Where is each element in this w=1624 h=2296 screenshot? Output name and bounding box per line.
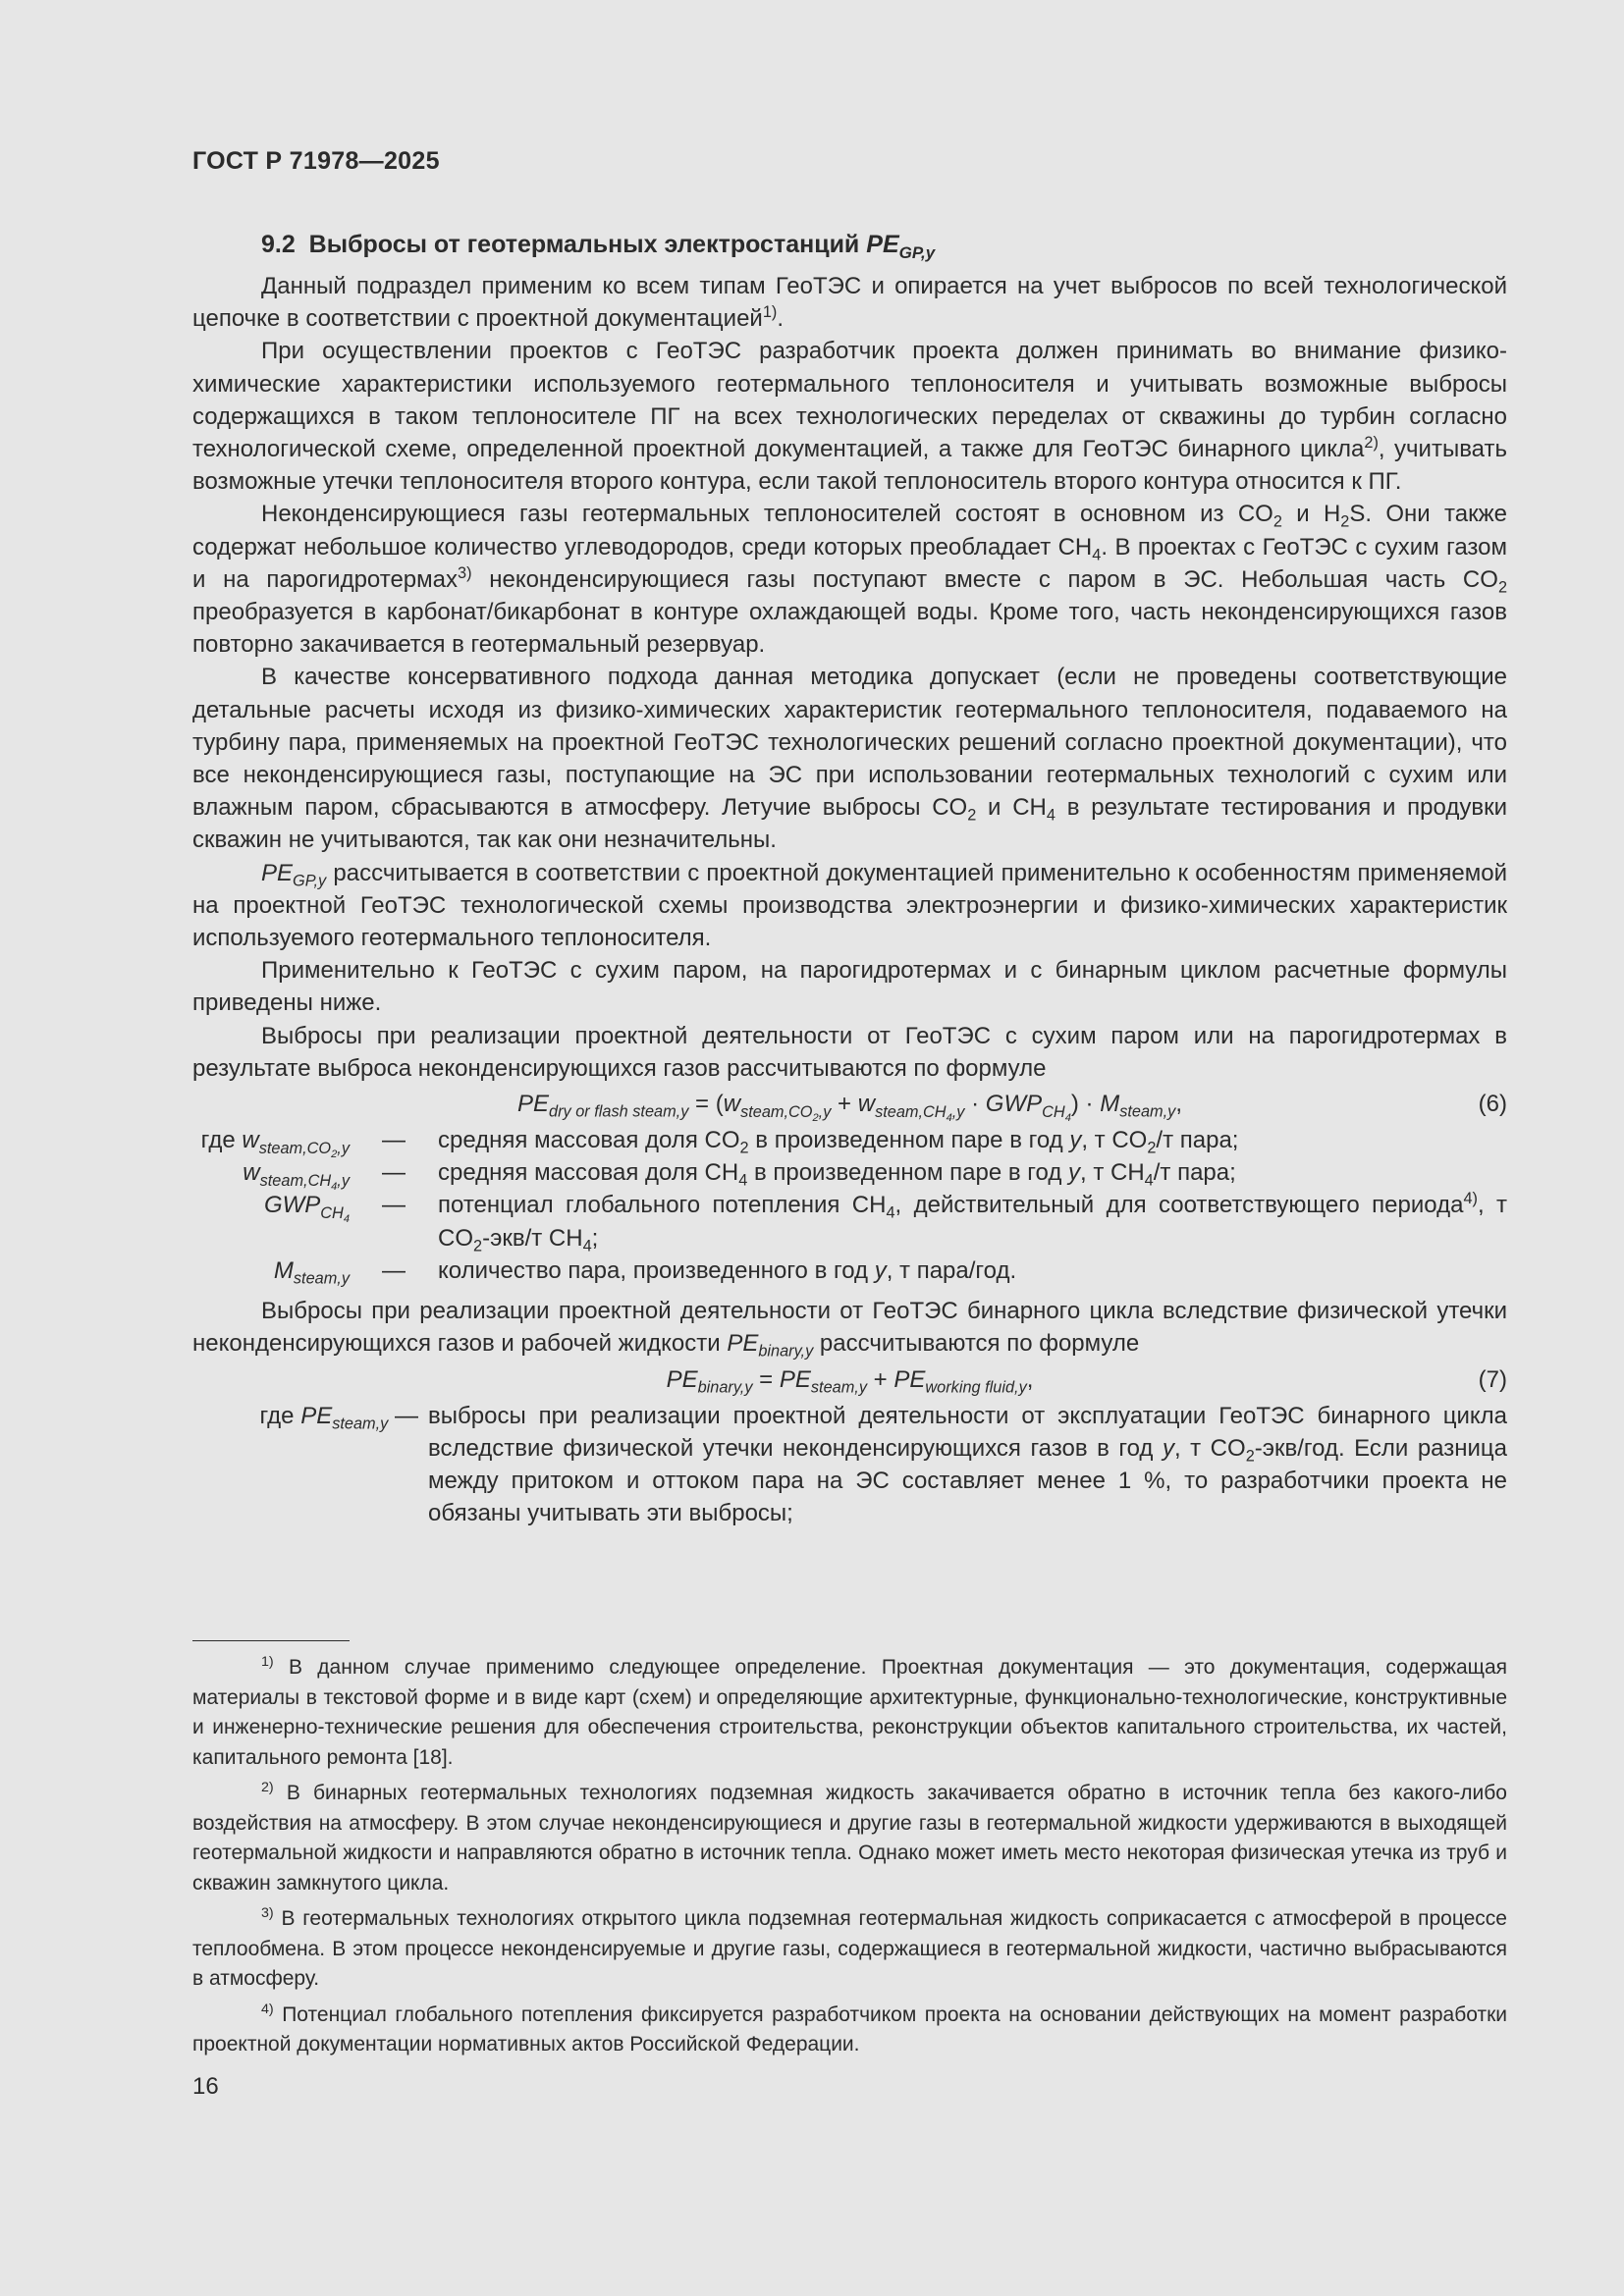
definition-row: $M_{steam,y}$ — количество пара, произведенного в год y, т пара/год. bbox=[273, 1256, 1017, 1288]
footnotes bbox=[192, 1653, 1507, 2066]
paragraph-8: Выбросы при реализации проектной деятельности от ГеоТЭС бинарного цикла вследствие физической утечки неконденсирующихся газов и рабочей жидкости $PE_{binary,y}$ рассчитываются по формуле bbox=[192, 1298, 1507, 1361]
section-title: Выбросы от геотермальных электростанций bbox=[308, 231, 860, 258]
definition-row: где $w_{steam,CO_2,y}$ — средняя массовая доля $CO_2$ в произведенном паре в год y, т $CO_2/т$ пара; bbox=[200, 1127, 1239, 1160]
paragraph-4: В качестве консервативного подхода данная методика допускает (если не проведены соответствующие детальные расчеты исходя из физико-химических характеристик геотермального теплоносителя, подаваемого на турбину пара, применяемых на проектной ГеоТЭС технологических решений согласно проектной документации), что все неконденсирующиеся газы, поступающие на ЭС при использовании геотермальных технологий с сухим или влажным паром, сбрасываются в атмосферу. Летучие выбросы $CO_2$ и $CH_4$ в результате тестирования и продувки скважин не учитываются, так как они незначительны. bbox=[192, 664, 1508, 854]
section-number: 9.2 bbox=[261, 231, 296, 258]
section-symbol: $PE_{GP,y}$ bbox=[866, 231, 936, 262]
document-header: ГОСТ Р 71978—2025 bbox=[192, 147, 440, 175]
formula-6-definitions bbox=[192, 1124, 1507, 1287]
paragraph-2: При осуществлении проектов с ГеоТЭС разработчик проекта должен принимать во внимание физико-химические характеристики используемого геотермального теплоносителя и учитывать возможные выбросы содержащихся в таком теплоносителе ПГ на всех технологических переделах от скважины до турбин согласно технологической схеме, определенной проектной документацией, а также для ГеоТЭС бинарного цикла$^{2)}$, учитывать возможные утечки теплоносителя второго контура, если такой теплоноситель второго контура относится к ПГ. bbox=[192, 338, 1507, 496]
footnote-2: $^{2)}$ В бинарных геотермальных технологиях подземная жидкость закачивается обратно в источник тепла без какого-либо воздействия на атмосферу. В этом случае неконденсирующиеся и другие газы в геотермальной жидкости удерживаются в выходящей геотермальной жидкости и направляются обратно в источник тепла. Однако может иметь место некоторая физическая утечка из труб и скважин замкнутого цикла. bbox=[192, 1780, 1507, 1895]
formula-7: $PE_{binary,y} = PE_{steam,y} + PE_{working fluid,y}$, (7) bbox=[192, 1361, 1507, 1400]
paragraph-5: $PE_{GP,y}$ рассчитывается в соответствии с проектной документацией применительно к особенностям применяемой на проектной ГеоТЭС технологической схемы производства электроэнергии и физико-химических характеристик используемого геотермального теплоносителя. bbox=[192, 859, 1507, 952]
main-content bbox=[192, 228, 1507, 1529]
page-number: 16 bbox=[192, 2073, 219, 2100]
footnote-separator bbox=[192, 1640, 350, 1641]
formula-6-number: (6) bbox=[1478, 1091, 1507, 1118]
footnote-3: $^{3)}$ В геотермальных технологиях открытого цикла подземная геотермальная жидкость соприкасается с атмосферой в процессе теплообмена. В этом процессе неконденсируемые и другие газы, содержащиеся в геотермальной жидкости, частично выбрасываются в атмосферу. bbox=[192, 1905, 1507, 1990]
footnote-4: $^{4)}$ Потенциал глобального потепления фиксируется разработчиком проекта на основании действующих на момент разработки проектной документации нормативных актов Российской Федерации. bbox=[192, 2001, 1507, 2056]
definition-row: $w_{steam,CH_4,y}$ — средняя массовая доля $CH_4$ в произведенном паре в год y, т $CH_4/т$ пара; bbox=[243, 1159, 1236, 1193]
paragraph-1: Данный подраздел применим ко всем типам ГеоТЭС и опирается на учет выбросов по всей технологической цепочке в соответствии с проектной документацией$^{1)}$. bbox=[192, 273, 1507, 333]
formula-6: $PE_{dry or flash steam,y} = (w_{steam,CO_2,y} + w_{steam,CH_4,y} \cdot GWP_{CH_4}) \cdot M_{steam,y}$, (6) bbox=[192, 1085, 1507, 1124]
footnote-1: $^{1)}$ В данном случае применимо следующее определение. Проектная документация — это документация, содержащая материалы в текстовой форме и в виде карт (схем) и определяющие архитектурные, функционально-технологические, конструктивные и инженерно-технические решения для обеспечения строительства, реконструкции объектов капитального строительства, их частей, капитального ремонта [18]. bbox=[192, 1654, 1507, 1769]
formula-7-number: (7) bbox=[1478, 1365, 1507, 1393]
definition-row: где $PE_{steam,y}$ — выбросы при реализации проектной деятельности от эксплуатации ГеоТЭС бинарного цикла вследствие физической утечки неконденсирующихся газов в год y, т $CO_2-экв$/год. Если разница между притоком и оттоком пара на ЭС составляет менее 1 %, то разработчики проекта не обязаны учитывать эти выбросы; bbox=[259, 1402, 1508, 1527]
definition-row: $GWP_{CH_4}$ — потенциал глобального потепления $CH_4$, действительный для соответствующего периода$^{4)}$, т $CO_2-экв/т$ $CH_4$; bbox=[263, 1190, 1508, 1255]
paragraph-7: Выбросы при реализации проектной деятельности от ГеоТЭС с сухим паром или на парогидротермах в результате выброса неконденсирующихся газов рассчитываются по формуле bbox=[192, 1022, 1507, 1082]
footnote-ref-3: 3) bbox=[458, 563, 472, 582]
footnote-ref-1: 1) bbox=[762, 303, 778, 322]
paragraph-6: Применительно к ГеоТЭС с сухим паром, на парогидротермах и с бинарным циклом расчетные формулы приведены ниже. bbox=[192, 957, 1507, 1017]
footnote-ref-4: 4) bbox=[1463, 1190, 1478, 1208]
paragraph-3: Неконденсирующиеся газы геотермальных теплоносителей состоят в основном из $CO_2$ и $H_2S$. Они также содержат небольшое количество углеводородов, среди которых преобладает $CH_4$. В проектах с ГеоТЭС с сухим газом и на парогидротермах$^{3)}$ неконденсирующиеся газы поступают вместе с паром в ЭС. Небольшая часть $CO_2$ преобразуется в карбонат/бикарбонат в контуре охлаждающей воды. Кроме того, часть неконденсирующихся газов повторно закачивается в геотермальный резервуар. bbox=[192, 501, 1508, 659]
section-heading bbox=[261, 228, 1507, 261]
footnote-ref-2: 2) bbox=[1364, 434, 1379, 453]
formula-7-definitions bbox=[192, 1400, 1507, 1530]
